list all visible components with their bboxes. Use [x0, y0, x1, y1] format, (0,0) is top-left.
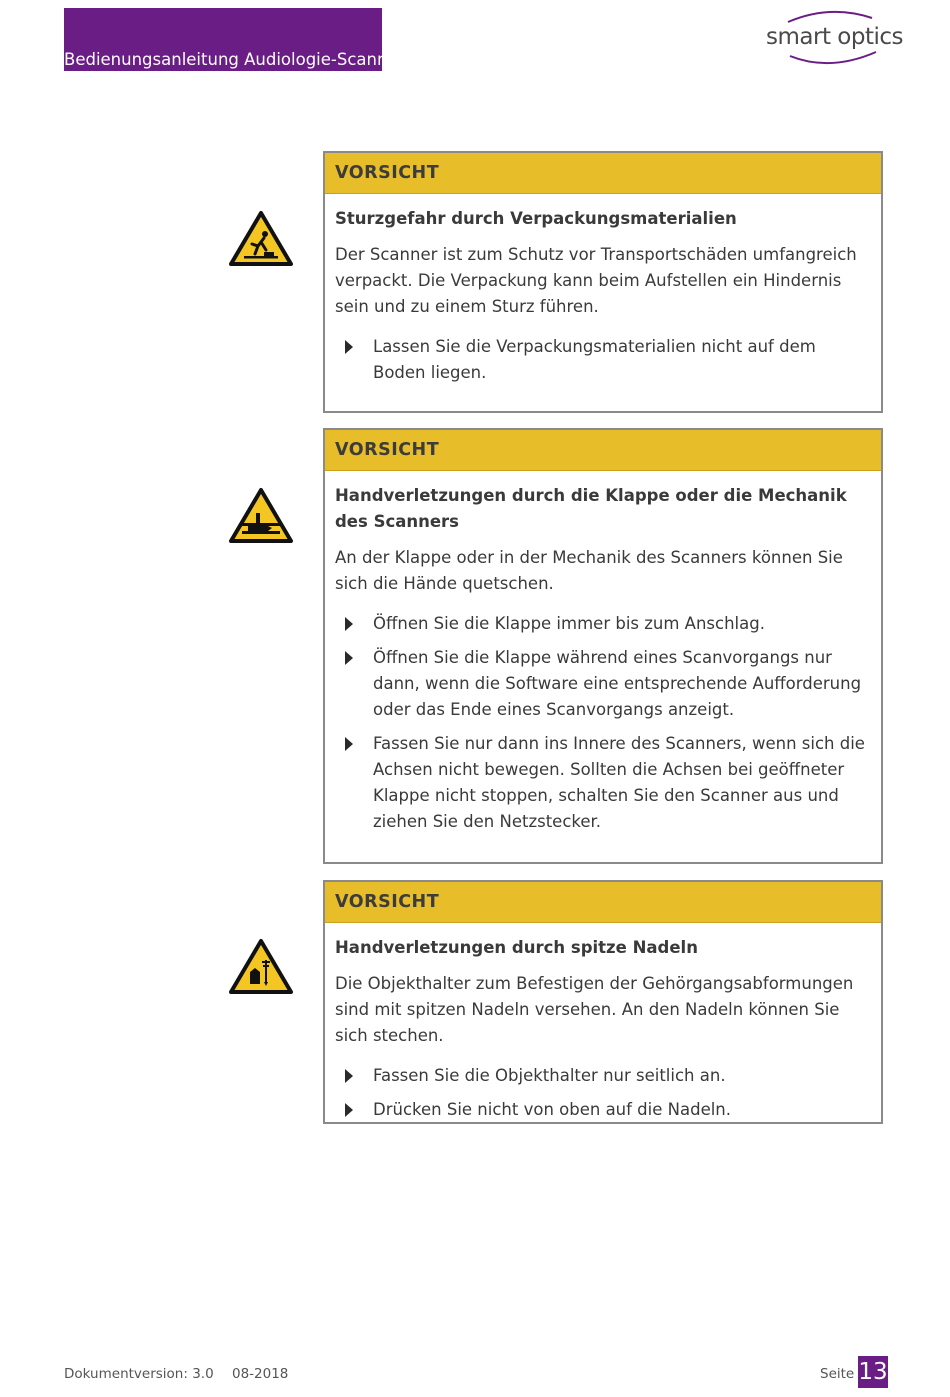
hand-crush-hazard-icon [228, 487, 294, 545]
list-item: Fassen Sie nur dann ins Innere des Scanners, wenn sich die Achsen nicht bewegen. Sollten die Achsen bei geöffneter Klappe nicht stoppen, schalten Sie den Scanner aus und ziehen Sie den Netzstecker. [335, 731, 871, 835]
logo-text: smart optics [766, 24, 903, 50]
warning-text: Der Scanner ist zum Schutz vor Transportschäden umfangreich verpackt. Die Verpackung kann beim Aufstellen ein Hindernis sein und zu einem Sturz führen. [335, 245, 857, 316]
warning-text: An der Klappe oder in der Mechanik des Scanners können Sie sich die Hände quetschen. [335, 548, 843, 593]
bullet-arrow-icon [345, 617, 353, 631]
warning-label: VORSICHT [335, 163, 440, 183]
list-item: Drücken Sie nicht von oben auf die Nadeln. [335, 1097, 871, 1123]
warning-title: Sturzgefahr durch Verpackungsmaterialien [335, 209, 737, 228]
list-item: Öffnen Sie die Klappe während eines Scanvorgangs nur dann, wenn die Software eine entsprechende Aufforderung oder das Ende eines Scanvorgangs anzeigt. [335, 645, 871, 723]
warning-header [325, 430, 881, 471]
document-version: Dokumentversion: 3.0 [64, 1366, 214, 1382]
page-number: 13 [858, 1356, 888, 1388]
document-title: Bedienungsanleitung Audiologie-Scanner [64, 50, 405, 69]
document-date: 08-2018 [231, 1366, 289, 1382]
bullet-arrow-icon [345, 1069, 353, 1083]
warning-title: Handverletzungen durch die Klappe oder die Mechanik des Scanners [335, 486, 847, 531]
sharp-needle-hazard-icon [228, 938, 294, 996]
bullet-arrow-icon [345, 651, 353, 665]
header-title-bar [64, 8, 405, 71]
list-item: Fassen Sie die Objekthalter nur seitlich an. [335, 1063, 871, 1089]
footer-document-info [64, 1366, 288, 1382]
warning-box-needles [323, 880, 883, 1124]
warning-box-hand-mechanics [323, 428, 883, 864]
warning-box-fall [323, 151, 883, 413]
warning-label: VORSICHT [335, 892, 440, 912]
warning-text: Die Objekthalter zum Befestigen der Gehörgangsabformungen sind mit spitzen Nadeln versehen. An den Nadeln können Sie sich stechen. [335, 974, 854, 1045]
warning-header [325, 153, 881, 194]
warning-title: Handverletzungen durch spitze Nadeln [335, 938, 698, 957]
bullet-arrow-icon [345, 340, 353, 354]
list-item: Öffnen Sie die Klappe immer bis zum Anschlag. [335, 611, 871, 637]
fall-hazard-icon [228, 210, 294, 268]
warning-header [325, 882, 881, 923]
warning-label: VORSICHT [335, 440, 440, 460]
bullet-arrow-icon [345, 737, 353, 751]
smart-optics-logo [760, 6, 903, 70]
page-label: Seite [820, 1366, 855, 1382]
bullet-arrow-icon [345, 1103, 353, 1117]
list-item: Lassen Sie die Verpackungsmaterialien nicht auf dem Boden liegen. [335, 334, 871, 386]
